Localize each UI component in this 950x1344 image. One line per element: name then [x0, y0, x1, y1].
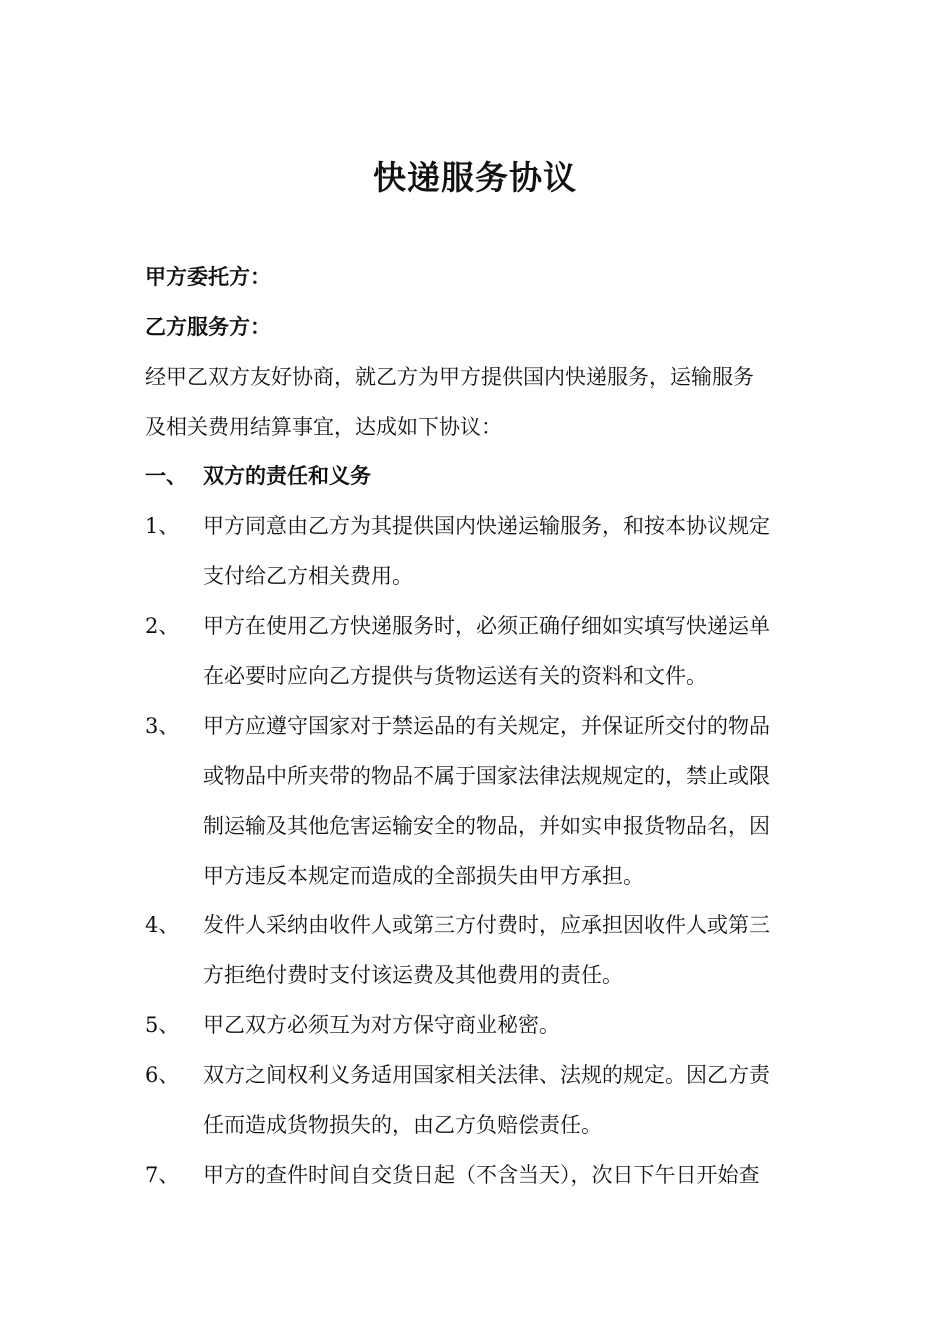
document-title: 快递服务协议 [373, 158, 577, 197]
list-item-text: 甲方的查件时间自交货日起（不含当天），次日下午日开始查 [203, 1163, 760, 1187]
list-item-text: 甲方违反本规定而造成的全部损失由甲方承担。 [203, 864, 644, 888]
list-item-number: 6、 [145, 1063, 180, 1087]
section-heading: 双方的责任和义务 [203, 464, 371, 488]
list-item-number: 1、 [145, 514, 180, 538]
list-item-number: 5、 [145, 1013, 180, 1037]
list-item-text: 发件人采纳由收件人或第三方付费时，应承担因收件人或第三 [203, 913, 770, 937]
list-item-number: 2、 [145, 614, 180, 638]
intro-paragraph-line-2: 及相关费用结算事宜，达成如下协议： [145, 415, 502, 439]
list-item-text: 方拒绝付费时支付该运费及其他费用的责任。 [203, 963, 623, 987]
list-item-text: 任而造成货物损失的，由乙方负赔偿责任。 [203, 1113, 602, 1137]
list-item-text: 甲方同意由乙方为其提供国内快递运输服务，和按本协议规定 [203, 514, 770, 538]
list-item-number: 7、 [145, 1163, 180, 1187]
party-b-label: 乙方服务方： [145, 315, 271, 339]
list-item-number: 3、 [145, 714, 180, 738]
list-item-text: 在必要时应向乙方提供与货物运送有关的资料和文件。 [203, 664, 707, 688]
list-item-number: 4、 [145, 913, 180, 937]
section-number: 一、 [145, 464, 187, 488]
list-item-text: 双方之间权利义务适用国家相关法律、法规的规定。因乙方责 [203, 1063, 770, 1087]
list-item-text: 甲方应遵守国家对于禁运品的有关规定，并保证所交付的物品 [203, 714, 770, 738]
list-item-text: 或物品中所夹带的物品不属于国家法律法规规定的，禁止或限 [203, 764, 770, 788]
party-a-label: 甲方委托方： [145, 265, 271, 289]
list-item-text: 甲乙双方必须互为对方保守商业秘密。 [203, 1013, 560, 1037]
list-item-text: 支付给乙方相关费用。 [203, 564, 413, 588]
intro-paragraph-line-1: 经甲乙双方友好协商，就乙方为甲方提供国内快递服务，运输服务 [145, 365, 754, 389]
list-item-text: 甲方在使用乙方快递服务时，必须正确仔细如实填写快递运单 [203, 614, 770, 638]
list-item-text: 制运输及其他危害运输安全的物品，并如实申报货物品名，因 [203, 814, 770, 838]
